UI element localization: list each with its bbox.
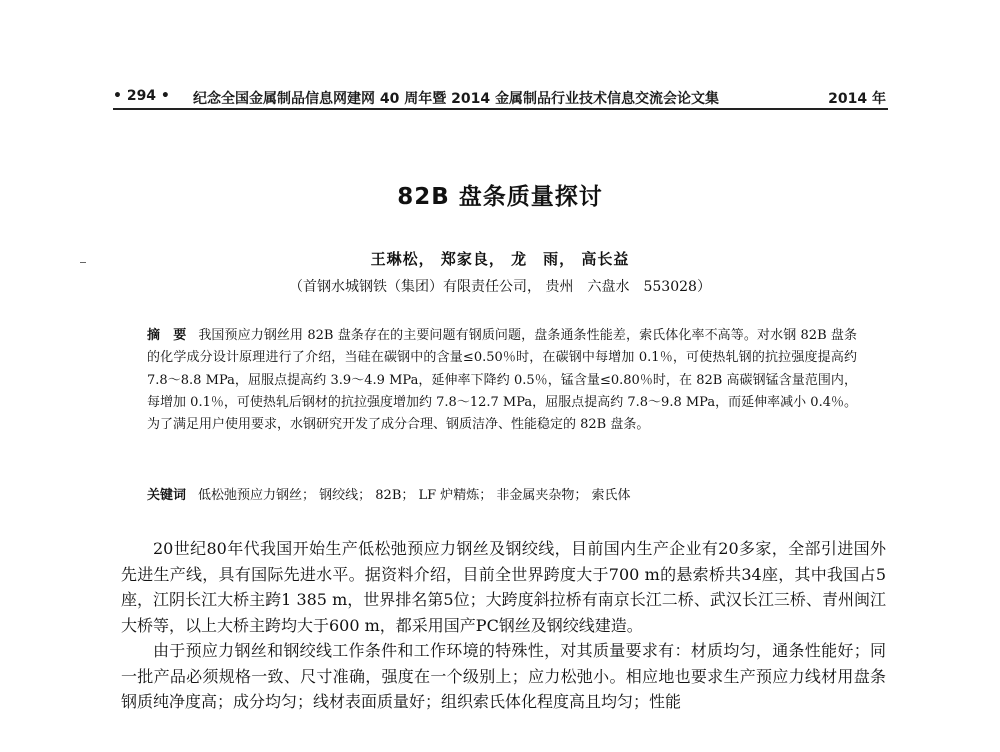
paper-title: 82B 盘条质量探讨 (397, 184, 603, 210)
author-list: 王琳松， 郑家良， 龙 雨， 高长益 (370, 250, 630, 268)
body-paragraph: 由于预应力钢丝和钢绞线工作条件和工作环境的特殊性，对其质量要求有：材质均匀，通条性能好；同一批产品必须规格一致、尺寸准确，强度在一个级别上；应力松弛小。相应地也要求生产预应力线材用盘条钢质纯净度高；成分均匀；线材表面质量好；组织索氏体化程度高且均匀；性能 (121, 641, 886, 711)
abstract-label: 摘 要 (147, 328, 187, 343)
keywords-text: 低松弛预应力钢丝； 钢绞线； 82B； LF 炉精炼； 非金属夹杂物； 索氏体 (198, 488, 631, 503)
keywords (147, 484, 857, 503)
proceedings-title: 纪念全国金属制品信息网建网 40 周年暨 2014 金属制品行业技术信息交流会论文集 (193, 91, 719, 107)
page-number: • 294 • (113, 88, 170, 104)
abstract (147, 325, 857, 436)
header-year: 2014 年 (828, 91, 886, 107)
affiliation: （首钢水城钢铁（集团）有限责任公司， 贵州 六盘水 553028） (289, 279, 711, 295)
body-paragraph: 20世纪80年代我国开始生产低松弛预应力钢丝及钢绞线，目前国内生产企业有20多家，全部引进国外先进生产线，具有国际先进水平。据资料介绍，目前全世界跨度大于700 m的悬索桥共34座，其中我国占5座，江阴长江大桥主跨1 385 m，世界排名第5位；大跨度斜拉桥有南京长江二桥、武汉长江三桥、青州闽江大桥等，以上大桥主跨均大于600 m，都采用国产PC钢丝及钢绞线建造。 (121, 539, 886, 635)
header-rule (113, 108, 888, 110)
abstract-text: 我国预应力钢丝用 82B 盘条存在的主要问题有钢质问题，盘条通条性能差，索氏体化率不高等。对水钢 82B 盘条的化学成分设计原理进行了介绍，当硅在碳钢中的含量≤0.50％时，在碳钢中每增加 0.1％，可使热轧钢的抗拉强度提高约 7.8～8.8 MPa，屈服点提高约 3.9～4.9 MPa，延伸率下降约 0.5％，锰含量≤0.80％时，在 82B 高碳钢锰含量范围内，每增加 0.1％，可使热轧后钢材的抗拉强度增加约 7.8～12.7 MPa，屈服点提高约 7.8～9.8 MPa，而延伸率减小 0.4％。为了满足用户使用要求，水钢研究开发了成分合理、钢质洁净、性能稳定的 82B 盘条。 (147, 328, 857, 433)
keywords-label: 关键词 (147, 488, 187, 503)
body-text (121, 536, 886, 715)
running-header (113, 86, 886, 106)
